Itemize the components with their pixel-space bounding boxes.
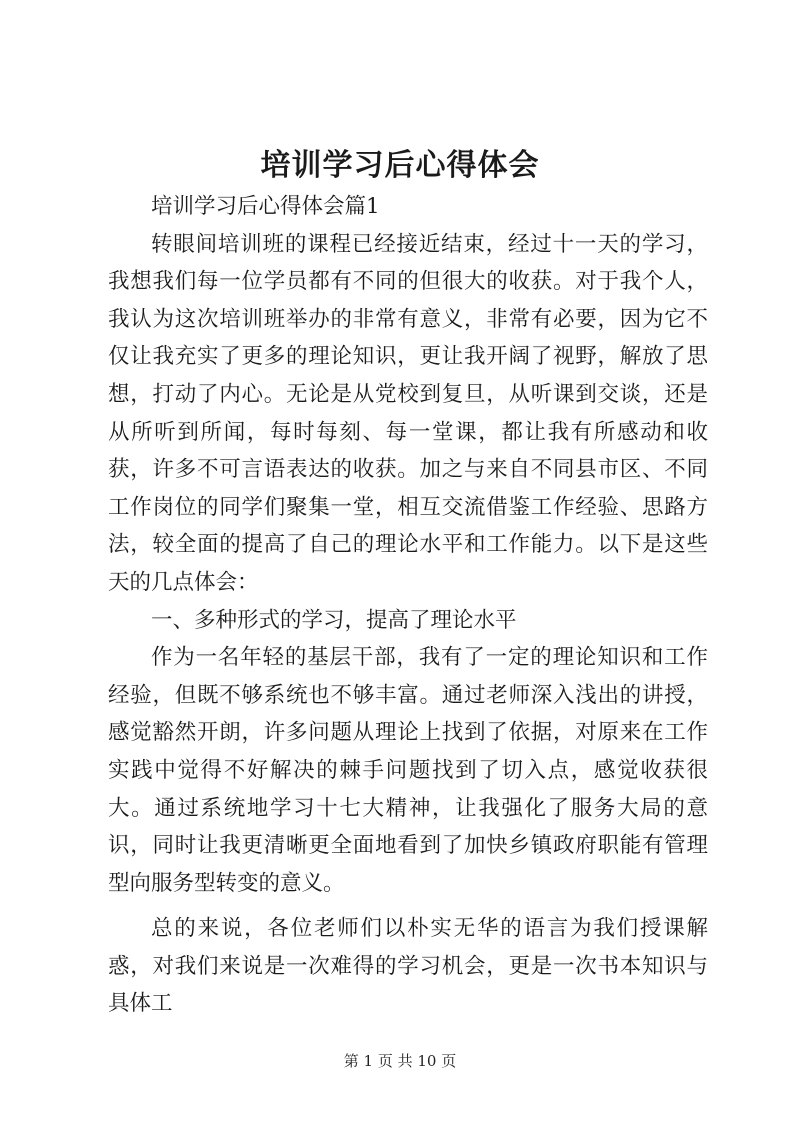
document-title: 培训学习后心得体会	[260, 148, 540, 183]
paragraph-summary: 总的来说，各位老师们以朴实无华的语言为我们授课解惑，对我们来说是一次难得的学习机会，更是一次书本知识与具体工	[108, 916, 708, 1017]
paragraph-theory: 作为一名年轻的基层干部，我有了一定的理论知识和工作经验，但既不够系统也不够丰富。通过老师深入浅出的讲授，感觉豁然开朗，许多问题从理论上找到了依据，对原来在工作实践中觉得不好解决的棘手问题找到了切入点，感觉收获很大。通过系统地学习十七大精神，让我强化了服务大局的意识，同时让我更清晰更全面地看到了加快乡镇政府职能有管理型向服务型转变的意义。	[108, 645, 708, 896]
section-heading: 培训学习后心得体会篇1	[151, 194, 380, 219]
document-body	[108, 188, 708, 1023]
page-number: 第 1 页 共 10 页	[343, 1052, 457, 1070]
subsection-heading: 一、多种形式的学习，提高了理论水平	[151, 607, 517, 633]
paragraph-intro: 转眼间培训班的课程已经接近结束，经过十一天的学习，我想我们每一位学员都有不同的但很大的收获。对于我个人，我认为这次培训班举办的非常有意义，非常有必要，因为它不仅让我充实了更多的理论知识，更让我开阔了视野，解放了思想，打动了内心。无论是从党校到复旦，从听课到交谈，还是从所听到所闻，每时每刻、每一堂课，都让我有所感动和收获，许多不可言语表达的收获。加之与来自不同县市区、不同工作岗位的同学们聚集一堂，相互交流借鉴工作经验、思路方法，较全面的提高了自己的理论水平和工作能力。以下是这些天的几点体会：	[108, 231, 708, 595]
